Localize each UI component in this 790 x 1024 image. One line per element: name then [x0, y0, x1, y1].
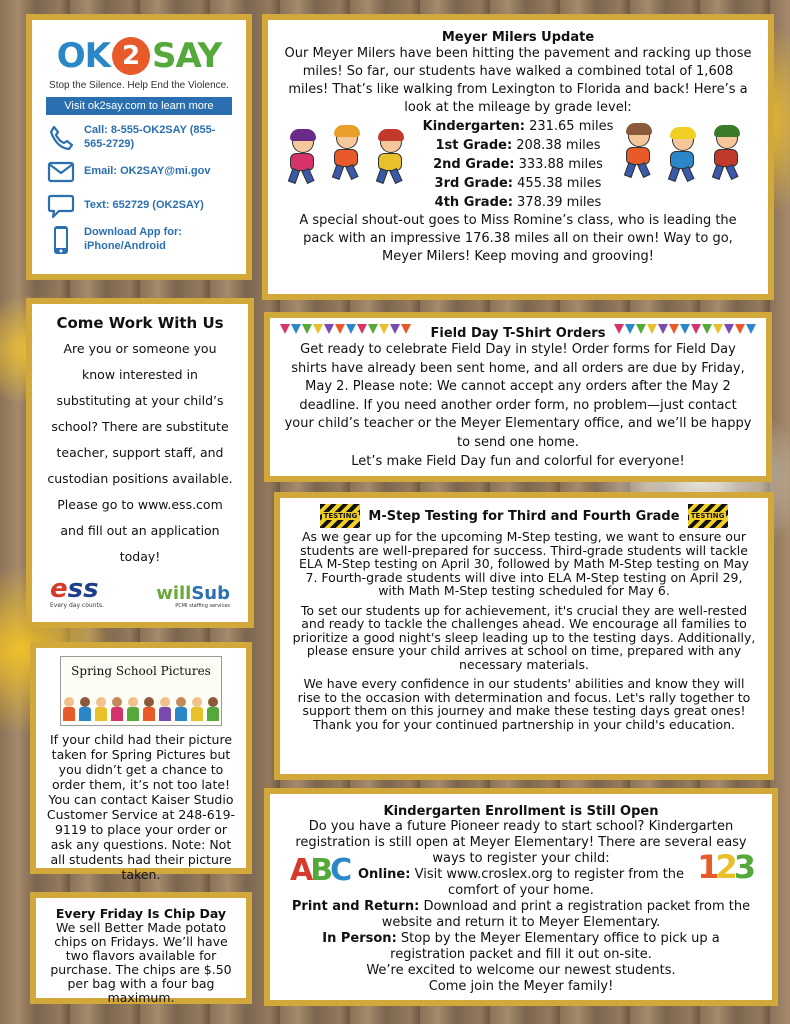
runner-illustration: [706, 127, 746, 181]
testing-tape-icon: TESTING: [320, 504, 360, 528]
grade-row: 4th Grade: 378.39 miles: [434, 195, 602, 210]
kindergarten-closing-2: Come join the Meyer family!: [428, 979, 614, 994]
runner-illustration: [370, 131, 410, 185]
kindergarten-intro: Do you have a future Pioneer ready to start school? Kindergarten registration is still open at Meyer Elementary! There are several easy ways to register your child:: [295, 819, 747, 866]
mstep-paragraph: As we gear up for the upcoming M-Step testing, we want to ensure our students are well-prepared for success. Third-grade students will tackle ELA M-Step testing on April 30, followed by Math M-Step testing on May 7. Fourth-grade students will dive into ELA M-Step testing on April 29, with Math M-Step testing scheduled for May 6.: [298, 529, 750, 598]
chip-day-panel: [30, 892, 252, 1004]
kindergarten-body: [284, 819, 758, 995]
come-work-panel: [26, 298, 254, 628]
chat-icon: [46, 191, 76, 221]
ok2say-visit-link[interactable]: Visit ok2say.com to learn more: [46, 97, 232, 115]
abc-blocks-icon: ABC: [290, 853, 350, 888]
grade-row: 3rd Grade: 455.38 miles: [434, 176, 602, 191]
numbers-123-icon: 123: [697, 848, 752, 886]
mobile-icon: [46, 225, 76, 255]
come-work-body: Are you or someone you know interested in substituting at your child’s school? There are substitute teacher, support staff, and custodian positions available. Please go to www.ess.com and fill out an application today!: [47, 341, 233, 564]
ok2say-tagline: Stop the Silence. Help End the Violence.: [49, 80, 229, 91]
spring-pictures-panel: [30, 642, 252, 882]
willsub-logo: willSub PCMI staffing services: [156, 583, 230, 609]
mstep-panel: [274, 492, 774, 780]
mstep-title: M-Step Testing for Third and Fourth Grade: [368, 508, 680, 524]
grade-row: Kindergarten: 231.65 miles: [422, 119, 614, 134]
email-icon: [46, 157, 76, 187]
field-day-title: Field Day T-Shirt Orders: [430, 326, 606, 341]
ok2say-logo: OK 2 SAY: [56, 36, 222, 76]
ok2say-email-row[interactable]: Email: OK2SAY@mi.gov: [46, 157, 232, 187]
phone-icon: [46, 123, 76, 153]
chip-day-body: We sell Better Made potato chips on Fridays. We’ll have two flavors available for purchase. The chips are $.50 per bag with a four bag maximum.: [50, 920, 232, 1005]
field-day-panel: [264, 312, 772, 482]
mstep-paragraph: To set our students up for achievement, it's crucial they are well-rested and ready to tackle the challenges ahead. We encourage all families to prioritize a good night's sleep leading up to the testing days. Additionally, please ensure your child arrives at school on time, prepared with any necessary materials.: [292, 602, 756, 672]
runner-illustration: [282, 131, 322, 185]
ess-logo: ess Every day counts.: [50, 574, 104, 609]
ok2say-panel: [26, 14, 252, 280]
grade-mileage-list: [282, 117, 754, 212]
come-work-title: Come Work With Us: [56, 314, 224, 332]
spring-pictures-banner: [60, 656, 222, 726]
kindergarten-panel: [264, 788, 778, 1006]
chip-day-title: Every Friday Is Chip Day: [55, 906, 227, 921]
online-option: Online: Visit www.croslex.org to register from the comfort of your home.: [357, 867, 685, 898]
runner-illustration: [662, 129, 702, 183]
kindergarten-closing-1: We’re excited to welcome our newest students.: [366, 963, 676, 978]
meyer-milers-title: Meyer Milers Update: [441, 30, 595, 45]
in-person-option: In Person: Stop by the Meyer Elementary office to pick up a registration packet and fill it out on-site.: [322, 931, 720, 962]
spring-pictures-title: Spring School Pictures: [71, 664, 211, 678]
field-day-body: Get ready to celebrate Field Day in style! Order forms for Field Day shirts have already been sent home, and all orders are due by Friday, May 2. Please note: We cannot accept any orders after the May 2 deadline. If you need another order form, no problem—just contact your child’s teacher or the Meyer Elementary office, and we’ll be happy to send one home.: [284, 342, 752, 450]
mstep-paragraph: We have every confidence in our students' abilities and know they will rise to the occasion with determination and focus. Let's rally together to support them on this journey and make these testing days great ones! Thank you for your continued partnership in your child's education.: [297, 676, 751, 732]
field-day-closing: Let’s make Field Day fun and colorful for everyone!: [351, 453, 685, 469]
runner-illustration: [618, 125, 658, 179]
spring-pictures-body: If your child had their picture taken for Spring Pictures but you didn’t get a chance to order them, it’s not too late! You can contact Kaiser Studio Customer Service at 248-619-9119 to place your order or ask any questions. Note: Not all students had their picture taken.: [46, 732, 236, 882]
testing-tape-icon: TESTING: [688, 504, 728, 528]
meyer-milers-outro: A special shout-out goes to Miss Romine’s class, who is leading the pack with an impressive 176.38 miles all on their own! Way to go, Meyer Milers! Keep moving and grooving!: [299, 213, 737, 264]
kids-illustration: [61, 697, 221, 721]
kindergarten-title: Kindergarten Enrollment is Still Open: [383, 804, 659, 819]
meyer-milers-panel: [262, 14, 774, 300]
ok2say-text-row[interactable]: Text: 652729 (OK2SAY): [46, 191, 232, 221]
meyer-milers-intro: Our Meyer Milers have been hitting the pavement and racking up those miles! So far, our students have walked a combined total of 1,608 miles! That’s like walking from Lexington to Florida and back! Here’s a look at the mileage by grade level:: [284, 46, 752, 115]
ok2say-app-row[interactable]: Download App for: iPhone/Android: [46, 225, 232, 255]
print-option: Print and Return: Download and print a registration packet from the website and return it to Meyer Elementary.: [291, 899, 751, 930]
runner-illustration: [326, 127, 366, 181]
ok2say-call-row[interactable]: Call: 8-555-OK2SAY (855-565-2729): [46, 123, 232, 153]
grade-row: 2nd Grade: 333.88 miles: [433, 157, 603, 172]
grade-row: 1st Grade: 208.38 miles: [435, 138, 601, 153]
